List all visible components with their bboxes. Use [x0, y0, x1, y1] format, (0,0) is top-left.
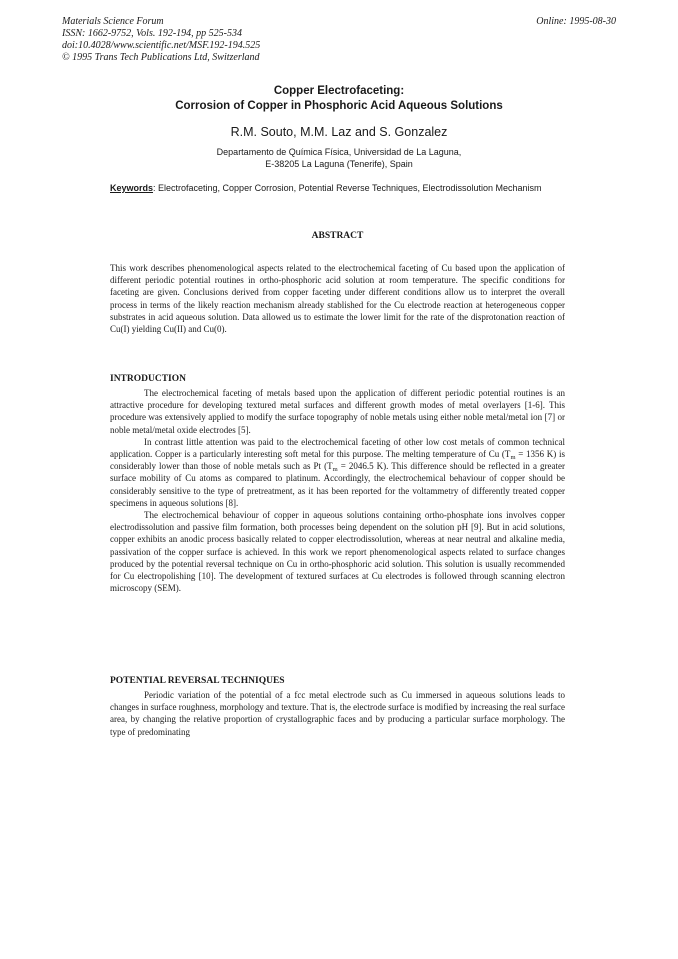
copyright-line: © 1995 Trans Tech Publications Ltd, Switzerland	[62, 52, 260, 63]
introduction-heading: INTRODUCTION	[110, 374, 187, 384]
journal-header	[62, 16, 260, 64]
title-line-1: Copper Electrofaceting:	[273, 85, 405, 97]
abstract-text: This work describes phenomenological aspects related to the electrochemical faceting of Cu based upon the application of different periodic potential routines in ortho-phosphoric acid solution at room temperature. The specific conditions for faceting are given. Conclusions derived from copper faceting under different conditions allow us to interpret the overall process in terms of the likely reaction mechanism already stablished for the Cu electrode reaction at heterogeneous copper substrates in acid aqueous solution. Data allowed us to estimate the lower limit for the rate of the disprotonation reaction of Cu(I) yielding Cu(II) and Cu(0).	[110, 263, 565, 335]
potential-reversal-body	[110, 689, 565, 738]
prt-paragraph-1: Periodic variation of the potential of a fcc metal electrode such as Cu immersed in aqueous solutions leads to changes in surface roughness, morphology and texture. That is, the electrode surface is modified by increasing the real surface area, by changing the relative proportion of crystallographic faces and by producing a particular surface morphology. The type of predominating	[110, 690, 565, 737]
author-list: R.M. Souto, M.M. Laz and S. Gonzalez	[230, 125, 448, 139]
intro-paragraph-1: The electrochemical faceting of metals based upon the application of different periodic potential routines is an attractive procedure for developing textured metal surfaces and different growth modes of metal overlayers [1-6]. This procedure was extensively applied to modify the surface topography of noble metals using either noble metal/metal ion [7] or noble metal/metal oxide electrodes [5].	[110, 388, 565, 435]
keywords-text: : Electrofaceting, Copper Corrosion, Potential Reverse Techniques, Electrodissolution Mechanism	[153, 183, 542, 193]
affiliation-line-1: Departamento de Química Física, Universidad de La Laguna,	[216, 147, 462, 157]
keywords-label: Keywords	[110, 183, 154, 193]
intro-paragraph-3: The electrochemical behaviour of copper in aqueous solutions containing ortho-phosphate ions involves copper electrodissolution and passive film formation, both processes being dependent on the solution pH [9]. But in acid solutions, copper exhibits an anodic process basically related to copper electrodissolution, whereas at near neutral and alkaline media, passivation of the copper surface is achieved. In this work we report phenomenological aspects related to surface changes produced by the potential reversal technique on Cu in ortho-phosphoric acid solution. This solution is usually recommended for Cu electropolishing [10]. The development of textured surfaces at Cu electrodes is followed through scanning electron microscopy (SEM).	[110, 510, 565, 594]
online-date: Online: 1995-08-30	[536, 16, 616, 27]
intro-paragraph-2: In contrast little attention was paid to the electrochemical faceting of other low cost metals of common technical application. Copper is a particularly interesting soft metal for this purpose. The melting temperature of Cu ($T_m = 1356$ K) is considerably lower than those of noble metals such as Pt ($T_m = 2046.5$ K). This difference should be reflected in a greater surface mobility of Cu atoms as compared to platinum. Accordingly, the electrochemical behaviour of copper should be considerably sensitive to the type of pretreatment, as it has been reported for the voltammetry of differently treated copper specimens in aqueous solutions [8].	[110, 436, 566, 508]
introduction-body	[110, 387, 565, 594]
issn-line: ISSN: 1662-9752, Vols. 192-194, pp 525-534	[62, 28, 242, 39]
keywords	[110, 183, 565, 195]
title-line-2: Corrosion of Copper in Phosphoric Acid Aqueous Solutions	[175, 100, 503, 112]
doi-line: doi:10.4028/www.scientific.net/MSF.192-194.525	[62, 40, 261, 51]
journal-name: Materials Science Forum	[62, 16, 164, 27]
potential-reversal-heading: POTENTIAL REVERSAL TECHNIQUES	[110, 676, 285, 686]
affiliation-line-2: E-38205 La Laguna (Tenerife), Spain	[265, 159, 413, 169]
abstract-body	[110, 262, 565, 335]
paper-title	[80, 84, 598, 114]
abstract-heading: ABSTRACT	[311, 231, 364, 241]
affiliation	[80, 146, 598, 170]
